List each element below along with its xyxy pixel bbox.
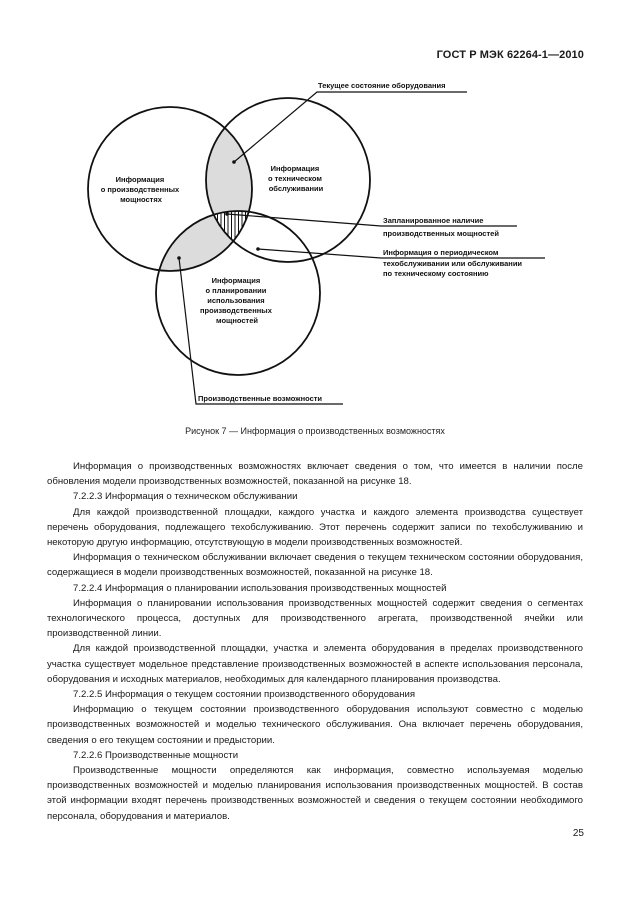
venn-diagram — [0, 0, 630, 420]
paragraph: Для каждой производственной площадки, участка и элемента оборудования в пределах производственного участка существует модельное представление производственных возможностей в аспекте использования персонала, оборудования и исходных материалов, необходимых для календарного планирования производства. — [47, 643, 583, 685]
capability-label: Производственные возможности — [198, 394, 323, 403]
current-state-label: Текущее состояние оборудования — [318, 81, 446, 90]
section-heading: 7.2.2.3 Информация о техническом обслуживании — [73, 491, 298, 503]
paragraph: Информацию о текущем состоянии производственного оборудования используют совместно с моделью производственных возможностей и моделью технического обслуживания. Она включает перечень оборудования, сведения о его текущем состоянии и предыстории. — [47, 704, 583, 746]
planned-capacity-label: Запланированное наличие производственных мощностей — [383, 216, 499, 238]
section-heading: 7.2.2.6 Производственные мощности — [73, 749, 239, 761]
maintenance-circle-label: Информация о техническом обслуживании — [267, 164, 324, 193]
paragraph: Информация о планировании использования производственных мощностей содержит сведения о сегментах технологического процесса, доступных для производственного агрегата, производственной ячейки или производственной линии. — [47, 597, 583, 640]
section-heading: 7.2.2.5 Информация о текущем состоянии производственного оборудования — [73, 689, 416, 701]
paragraph: Для каждой производственной площадки, каждого участка и каждого элемента производства существует перечень оборудования, подлежащего техобслуживанию. Этот перечень содержит записи по техобслуживанию и некоторую другую информацию, отсутствующую в модели производственных возможностей. — [47, 506, 583, 549]
document-id-header: ГОСТ Р МЭК 62264-1—2010 — [436, 49, 584, 61]
paragraph: Информация о производственных возможностях включает сведения о том, что имеется в наличии после обновления модели производственных возможностей, показанной на рисунке 18. — [47, 461, 583, 488]
figure-caption: Рисунок 7 — Информация о производственных возможностях — [185, 426, 445, 436]
paragraph: Информация о техническом обслуживании включает сведения о текущем техническом состоянии оборудования, содержащиеся в модели производственных возможностей, показанной на рисунке 18. — [47, 552, 583, 579]
planning-circle-label: Информация о планировании использования производственных мощностей — [200, 276, 272, 325]
body-text — [47, 459, 583, 824]
capacity-circle-label: Информация о производственных мощностях — [100, 175, 180, 204]
venn-figure — [0, 0, 630, 420]
section-heading: 7.2.2.4 Информация о планировании использования производственных мощностей — [73, 582, 447, 594]
paragraph: Производственные мощности определяются как информация, совместно используемая моделью производственных возможностей и моделью планирования использования производственных мощностей. В состав этой информации входят перечень производственных возможностей и сведения о текущем состоянии необходимого персонала, оборудования и материалов. — [47, 765, 583, 822]
periodic-maintenance-label: Информация о периодическом техобслуживании или обслуживании по техническому состоянию — [383, 248, 523, 278]
page-number: 25 — [572, 828, 584, 839]
